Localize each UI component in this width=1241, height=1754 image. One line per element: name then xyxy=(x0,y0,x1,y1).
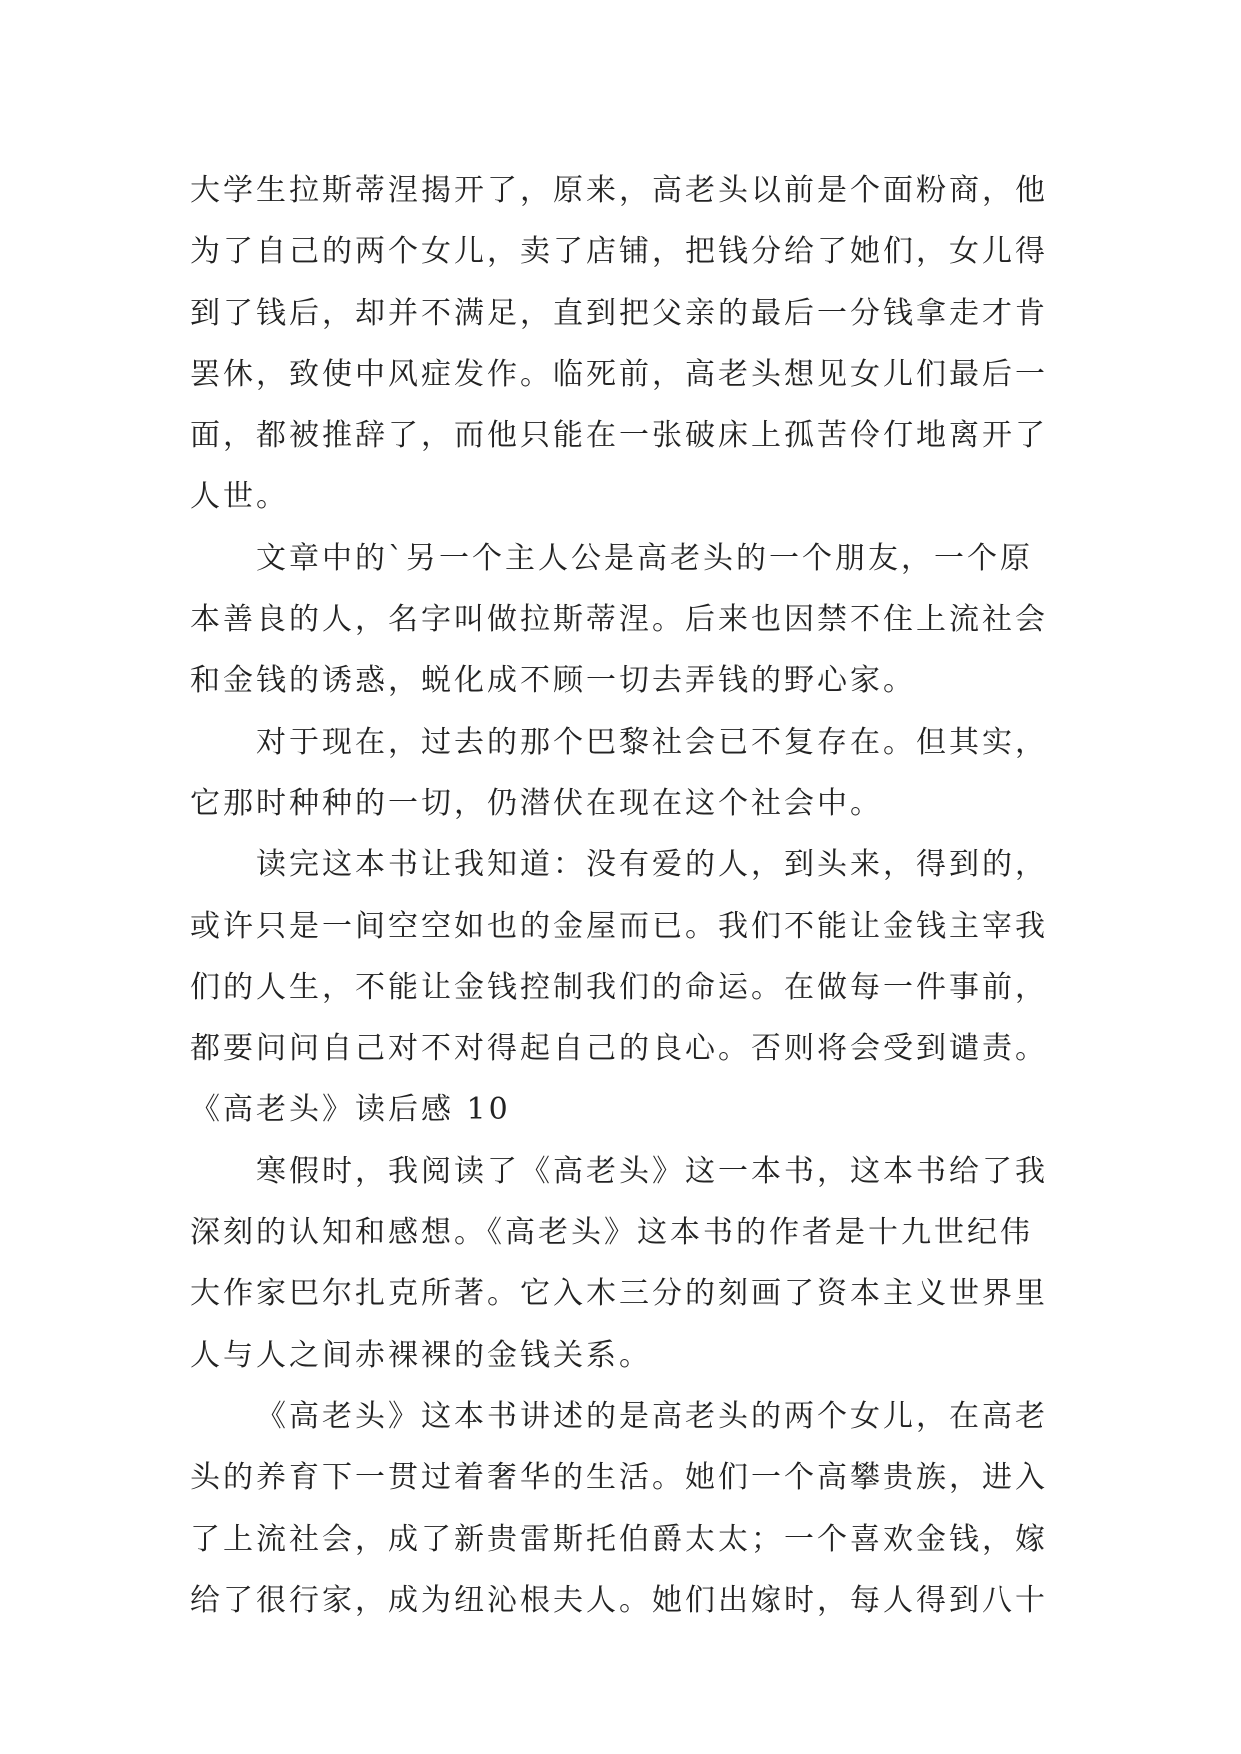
text-line: 深刻的认知和感想。《高老头》这本书的作者是十九世纪伟 xyxy=(190,1215,1033,1251)
text-line: 头的养育下一贯过着奢华的生活。她们一个高攀贵族，进入 xyxy=(190,1460,1048,1496)
paragraph-start-line: 对于现在，过去的那个巴黎社会已不复存在。但其实， xyxy=(256,724,1048,760)
text-line: 本善良的人，名字叫做拉斯蒂涅。后来也因禁不住上流社会 xyxy=(190,602,1048,638)
section-heading: 《高老头》读后感 10 xyxy=(190,1092,511,1128)
paragraph-start-line: 读完这本书让我知道：没有爱的人，到头来，得到的， xyxy=(256,847,1048,883)
text-line: 人世。 xyxy=(190,479,289,515)
text-line: 人与人之间赤裸裸的金钱关系。 xyxy=(190,1337,652,1373)
text-line: 大作家巴尔扎克所著。它入木三分的刻画了资本主义世界里 xyxy=(190,1276,1048,1312)
text-line: 到了钱后，却并不满足，直到把父亲的最后一分钱拿走才肯 xyxy=(190,295,1048,331)
text-line: 大学生拉斯蒂涅揭开了，原来，高老头以前是个面粉商，他 xyxy=(190,173,1048,208)
text-line: 或许只是一间空空如也的金屋而已。我们不能让金钱主宰我 xyxy=(190,908,1048,944)
text-line: 和金钱的诱惑，蜕化成不顾一切去弄钱的野心家。 xyxy=(190,663,916,699)
text-line: 罢休，致使中风症发作。临死前，高老头想见女儿们最后一 xyxy=(190,356,1048,392)
text-line: 给了很行家，成为纽沁根夫人。她们出嫁时，每人得到八十 xyxy=(190,1582,1048,1618)
paragraph-start-line: 《高老头》这本书讲述的是高老头的两个女儿，在高老 xyxy=(256,1398,1048,1434)
text-line: 们的人生，不能让金钱控制我们的命运。在做每一件事前， xyxy=(190,969,1048,1005)
text-line: 了上流社会，成了新贵雷斯托伯爵太太；一个喜欢金钱，嫁 xyxy=(190,1521,1048,1557)
paragraph-start-line: 文章中的`另一个主人公是高老头的一个朋友，一个原 xyxy=(256,540,1033,576)
text-line: 都要问问自己对不对得起自己的良心。否则将会受到谴责。 xyxy=(190,1031,1048,1067)
body-text xyxy=(190,160,1065,1631)
paragraph-start-line: 寒假时，我阅读了《高老头》这一本书，这本书给了我 xyxy=(256,1153,1048,1189)
text-line: 它那时种种的一切，仍潜伏在现在这个社会中。 xyxy=(190,785,883,821)
text-line: 面，都被推辞了，而他只能在一张破床上孤苦伶仃地离开了 xyxy=(190,418,1048,454)
text-line: 为了自己的两个女儿，卖了店铺，把钱分给了她们，女儿得 xyxy=(190,234,1048,270)
